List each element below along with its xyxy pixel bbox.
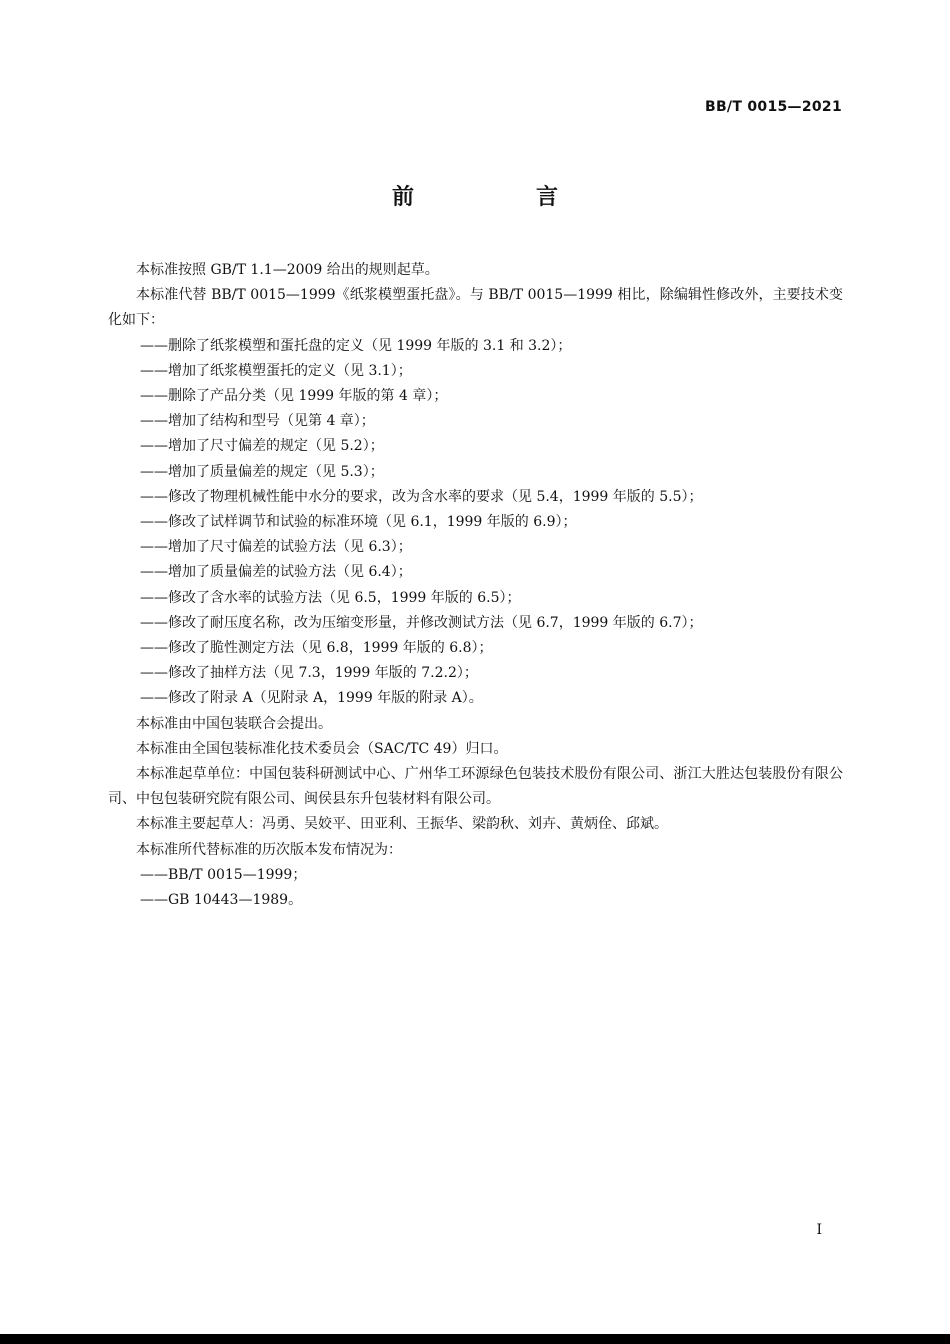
paragraph: 本标准主要起草人：冯勇、吴姣平、田亚利、王振华、梁韵秋、刘卉、黄炳佺、邱斌。 [136,816,668,833]
list-item: ——修改了抽样方法（见 7.3，1999 年版的 7.2.2）； [140,665,478,682]
history-list [108,863,843,913]
list-item: ——增加了质量偏差的试验方法（见 6.4）； [140,564,412,581]
paragraph: 本标准起草单位：中国包装科研测试中心、广州华工环源绿色包装技术股份有限公司、浙江大胜达包装股份有限公司、中包包装研究院有限公司、闽侯县东升包装材料有限公司。 [108,766,843,808]
list-item: ——删除了纸浆模塑和蛋托盘的定义（见 1999 年版的 3.1 和 3.2）； [140,337,572,354]
paragraph: 本标准按照 GB/T 1.1—2009 给出的规则起草。 [136,262,439,278]
list-item: ——增加了质量偏差的规定（见 5.3）； [140,463,384,480]
changes-list [108,334,843,712]
list-item: ——修改了附录 A（见附录 A，1999 年版的附录 A）。 [140,690,483,707]
paragraph: 本标准所代替标准的历次版本发布情况为： [136,841,402,858]
list-item: ——增加了尺寸偏差的试验方法（见 6.3）； [140,539,412,556]
page-title: 前 言 [391,185,608,210]
list-item: ——增加了纸浆模塑蛋托的定义（见 3.1）； [140,362,412,379]
list-item: ——增加了结构和型号（见第 4 章）； [140,413,375,430]
page-number: I [816,1222,822,1238]
standard-code: BB/T 0015—2021 [704,99,842,115]
paragraph: 本标准由全国包装标准化技术委员会（SAC/TC 49）归口。 [136,740,508,757]
list-item: ——GB 10443—1989。 [140,892,303,909]
paragraph: 本标准由中国包装联合会提出。 [136,715,332,732]
list-item: ——修改了物理机械性能中水分的要求，改为含水率的要求（见 5.4，1999 年版的 5.5）； [140,488,703,505]
list-item: ——BB/T 0015—1999； [140,866,307,883]
list-item: ——修改了试样调节和试验的标准环境（见 6.1，1999 年版的 6.9）； [140,514,577,531]
list-item: ——修改了脆性测定方法（见 6.8，1999 年版的 6.8）； [140,640,493,657]
paragraph: 本标准代替 BB/T 0015—1999《纸浆模塑蛋托盘》。与 BB/T 0015—1999 相比，除编辑性修改外，主要技术变化如下： [108,287,843,329]
list-item: ——修改了耐压度名称，改为压缩变形量，并修改测试方法（见 6.7，1999 年版的 6.7）； [140,614,703,631]
list-item: ——修改了含水率的试验方法（见 6.5，1999 年版的 6.5）； [140,589,521,606]
page-bottom-border [0,1334,950,1344]
document-body [108,258,843,913]
list-item: ——删除了产品分类（见 1999 年版的第 4 章）； [140,388,448,405]
list-item: ——增加了尺寸偏差的规定（见 5.2）； [140,438,384,455]
